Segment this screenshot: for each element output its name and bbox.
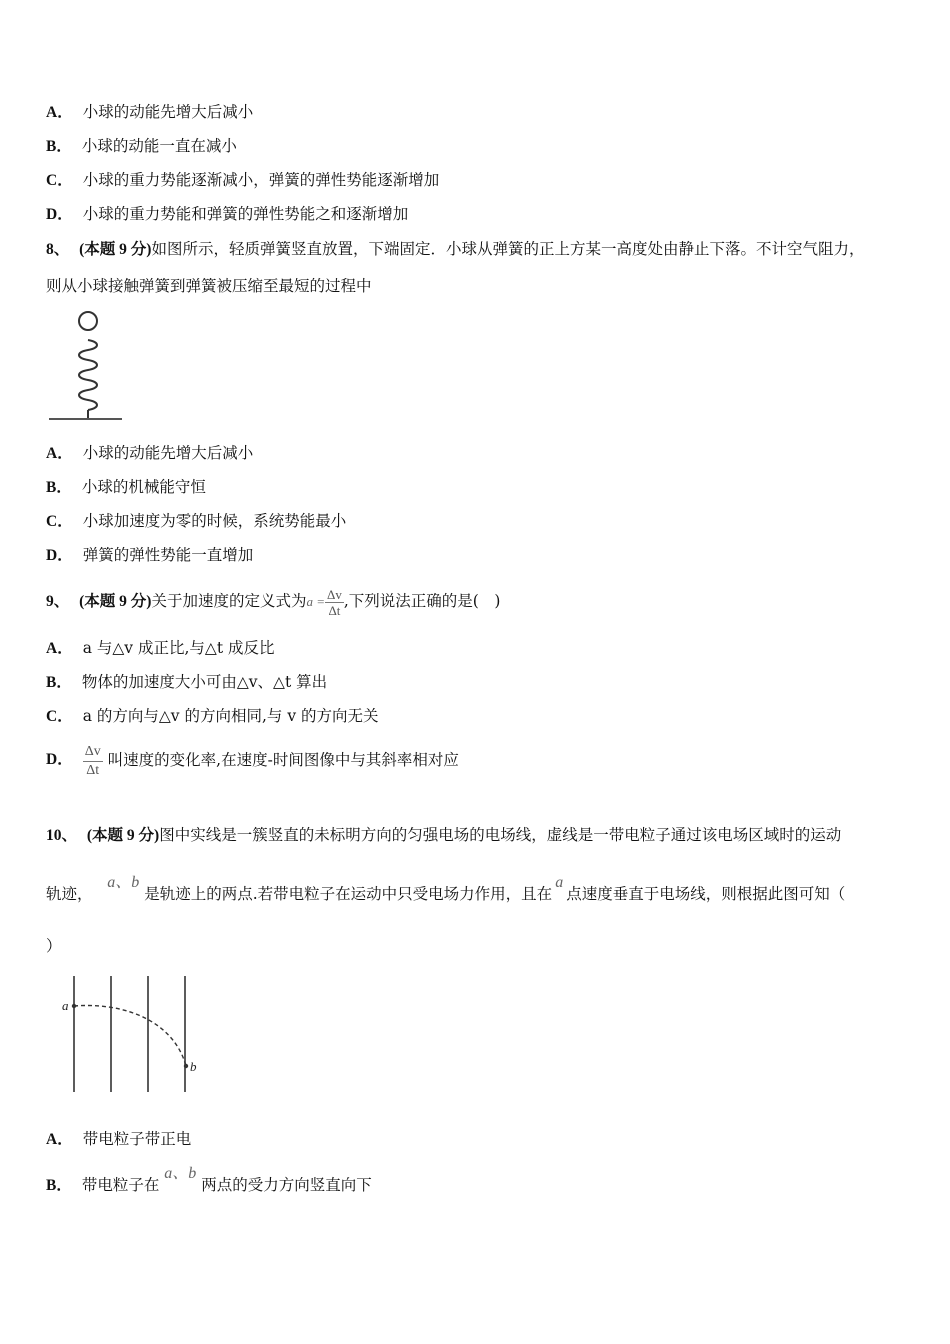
q9-option-a: A． a 与△v 成正比,与△t 成反比 [46,639,275,657]
q7-option-c: C． 小球的重力势能逐渐减小，弹簧的弹性势能逐渐增加 [46,171,440,189]
electric-field-figure [56,972,206,1096]
q10-stem-line1: 10、 (本题 9 分)图中实线是一簇竖直的未标明方向的匀强电场的电场线，虚线是一带电粒子通过该电场区域时的运动 [46,826,842,844]
q8-option-b: B． 小球的机械能守恒 [46,478,206,496]
q9-stem: 9、 (本题 9 分)关于加速度的定义式为a = $\frac{\Delta v}{\Delta t}$ ,下列说法正确的是( ) [46,586,501,618]
point-b-label: b [190,1059,197,1074]
q10-stem-line2: 轨迹， a、b 是轨迹上的两点.若带电粒子在运动中只受电场力作用，且在a点速度垂直于电场线，则根据此图可知（ [46,874,846,903]
spring-figure [46,308,126,424]
q8-option-d: D． 弹簧的弹性势能一直增加 [46,546,254,564]
q7-option-b: B． 小球的动能一直在减小 [46,137,237,155]
q8-option-a: A． 小球的动能先增大后减小 [46,444,254,462]
q8-stem-line1: 8、 (本题 9 分)如图所示，轻质弹簧竖直放置，下端固定．小球从弹簧的正上方某一高度处由静止下落。不计空气阻力， [46,240,865,258]
q8-option-c: C． 小球加速度为零的时候，系统势能最小 [46,512,347,530]
q9-formula-fraction: $\frac{\Delta v}{\Delta t}$ [327,586,342,618]
q10-stem-line3: ） [46,937,62,955]
ball-icon [79,312,97,330]
q9-option-d-fraction: $\frac{\Delta v}{\Delta t}$ [84,743,101,778]
q8-stem-line2: 则从小球接触弹簧到弹簧被压缩至最短的过程中 [46,277,372,295]
point-a-label: a [62,998,69,1013]
spring-coil [79,340,97,410]
q9-option-d: D． $\frac{\Delta v}{\Delta t}$ 叫速度的变化率,在速度-时间图像中与其斜率相对应 [46,743,459,778]
q9-option-c: C． a 的方向与△v 的方向相同,与 v 的方向无关 [46,707,379,725]
q9-option-b: B． 物体的加速度大小可由△v、△t 算出 [46,673,328,691]
q7-option-d: D． 小球的重力势能和弹簧的弹性势能之和逐渐增加 [46,205,409,223]
trajectory-dashed [74,1006,186,1067]
q7-option-a: A． 小球的动能先增大后减小 [46,103,254,121]
q10-option-b: B． 带电粒子在 a、b 两点的受力方向竖直向下 [46,1165,372,1194]
q10-option-a: A． 带电粒子带正电 [46,1130,192,1148]
